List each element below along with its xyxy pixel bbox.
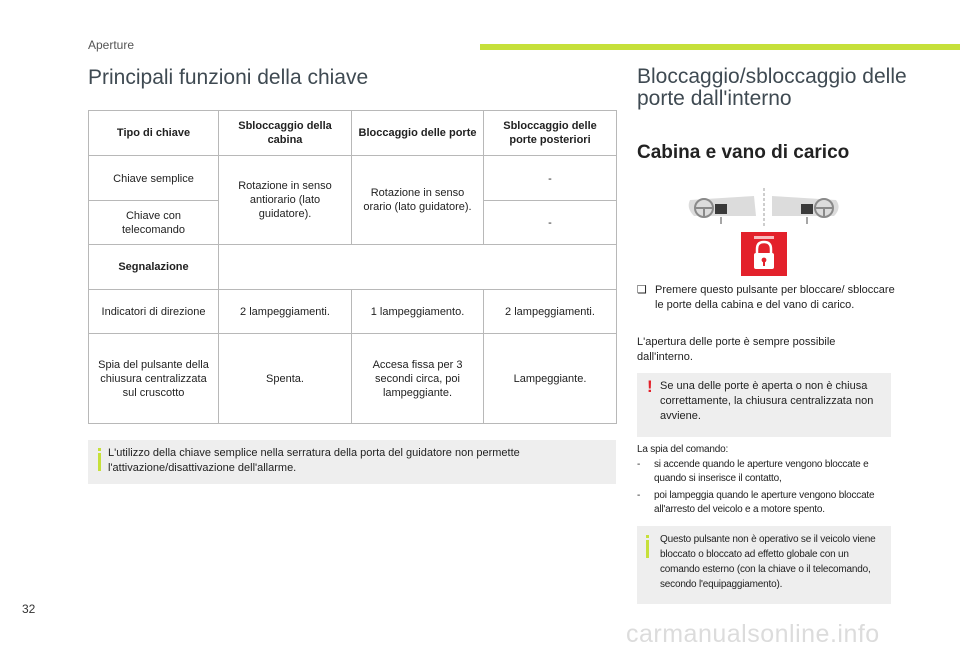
info-icon — [98, 453, 101, 471]
button-left-icon — [715, 204, 727, 214]
table-cell: Lampeggiante. — [484, 334, 617, 424]
table-header-cell: Tipo di chiave — [89, 111, 219, 156]
table-header-cell: Sbloccaggio delle porte posteriori — [484, 111, 617, 156]
page-title: Principali funzioni della chiave — [88, 66, 369, 89]
warning-note-box — [637, 373, 891, 437]
page-number: 32 — [22, 602, 36, 616]
info-note-text: L'utilizzo della chiave semplice nella serratura della porta del guidatore non permette l'attivazione/disattivazione dell'allarme. — [108, 447, 520, 474]
list-item — [637, 489, 895, 517]
section-label: Aperture — [88, 38, 135, 52]
list-dash: - — [637, 490, 641, 501]
list-dash: - — [637, 459, 641, 470]
table-row — [89, 334, 617, 424]
table-cell: Rotazione in senso antiorario (lato guidatore). — [219, 156, 352, 245]
table-cell: Chiave semplice — [89, 156, 219, 201]
warning-text: Se una delle porte è aperta o non è chiusa correttamente, la chiusura centralizzata non avviene. — [660, 380, 874, 422]
table-cell: Accesa fissa per 3 secondi circa, poi lampeggiante. — [352, 334, 484, 424]
table-cell: Segnalazione — [89, 245, 219, 290]
table-row — [89, 156, 617, 201]
table-cell: Spia del pulsante della chiusura centralizzata sul cruscotto — [89, 334, 219, 424]
table-cell-empty — [219, 245, 617, 290]
lock-button-illustration — [684, 186, 844, 278]
info-icon — [646, 540, 649, 558]
table-cell: 2 lampeggiamenti. — [484, 290, 617, 334]
info-note-box-right — [637, 526, 891, 604]
table-cell: Spenta. — [219, 334, 352, 424]
list-item-text: si accende quando le aperture vengono bloccate e quando si inserisce il contatto, — [654, 459, 869, 484]
table-header-cell: Sbloccaggio della cabina — [219, 111, 352, 156]
table-cell: 2 lampeggiamenti. — [219, 290, 352, 334]
table-header-row — [89, 111, 617, 156]
table-cell: Chiave con telecomando — [89, 201, 219, 245]
paragraph-text: L'apertura delle porte è sempre possibile dall'interno. — [637, 336, 836, 363]
sub-title: Cabina e vano di carico — [637, 142, 850, 163]
list-item-text: poi lampeggia quando le aperture vengono bloccate all'arresto del veicolo e a motore spento. — [654, 490, 875, 515]
table-row — [89, 290, 617, 334]
table-cell: - — [484, 201, 617, 245]
section-title: Bloccaggio/sbloccaggio delle porte dall'interno — [637, 65, 907, 110]
button-right-icon — [801, 204, 813, 214]
info-note-box — [88, 440, 616, 484]
spia-intro: La spia del comando: — [637, 444, 729, 455]
info-note-text: Questo pulsante non è operativo se il veicolo viene bloccato o bloccato ad effetto globale con un comando esterno (con la chiave o il telecomando, secondo l'equipaggiamento). — [660, 534, 876, 590]
accent-bar — [480, 44, 960, 50]
list-item — [637, 458, 895, 486]
watermark: carmanualsonline.info — [626, 620, 880, 648]
table-cell: 1 lampeggiamento. — [352, 290, 484, 334]
key-functions-table — [88, 110, 617, 424]
table-cell: Rotazione in senso orario (lato guidatore). — [352, 156, 484, 245]
warning-icon: ! — [647, 377, 653, 396]
table-header-cell: Bloccaggio delle porte — [352, 111, 484, 156]
table-row — [89, 245, 617, 290]
table-cell: - — [484, 156, 617, 201]
bullet-icon: ❑ — [637, 284, 647, 296]
table-cell: Indicatori di direzione — [89, 290, 219, 334]
instruction-text: Premere questo pulsante per bloccare/ sbloccare le porte della cabina e del vano di carico. — [655, 284, 895, 311]
